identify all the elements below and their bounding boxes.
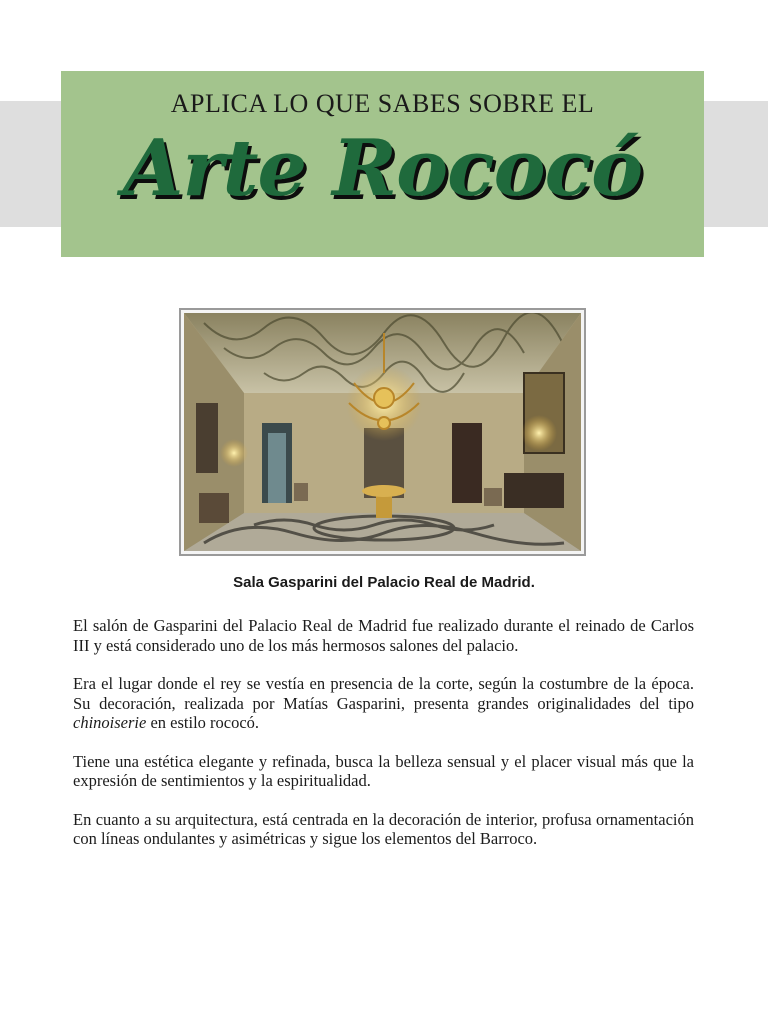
- paragraph-3: Tiene una estética elegante y refinada, busca la belleza sensual y el placer visual más que la expresión de sentimientos y la espiritualidad.: [73, 751, 694, 790]
- paragraph-2-italic-term: chinoiserie: [73, 713, 147, 732]
- paragraph-2-text: Era el lugar donde el rey se vestía en presencia de la corte, según la costumbre de la época. Su decoración, realizada por Matías Gasparini, presenta grandes originalidades del tipo: [73, 674, 694, 713]
- header-title: Arte Rococó: [122, 123, 643, 214]
- body-text: [73, 616, 694, 868]
- header-banner: [61, 71, 704, 257]
- paragraph-2: [73, 674, 694, 733]
- header-subtitle: APLICA LO QUE SABES SOBRE EL: [170, 89, 595, 118]
- room-photo-illustration: [184, 313, 581, 551]
- photo-caption: Sala Gasparini del Palacio Real de Madrid.: [233, 574, 535, 591]
- paragraph-2-text-end: en estilo rococó.: [146, 713, 260, 732]
- room-photo: [179, 308, 586, 556]
- paragraph-4: En cuanto a su arquitectura, está centrada en la decoración de interior, profusa ornamentación con líneas ondulantes y asimétricas y sigue los elementos del Barroco.: [73, 809, 694, 848]
- paragraph-1: El salón de Gasparini del Palacio Real de Madrid fue realizado durante el reinado de Carlos III y está considerado uno de los más hermosos salones del palacio.: [73, 616, 694, 655]
